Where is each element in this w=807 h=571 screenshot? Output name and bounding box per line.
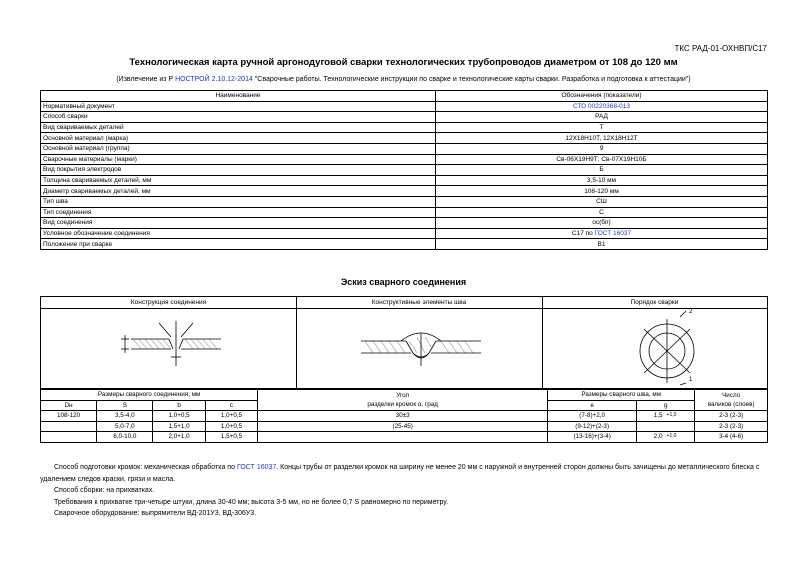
- parameter-value: 3,5-10 мм: [586, 177, 617, 185]
- cell-e: (7-8)+2,0: [548, 411, 637, 422]
- cell-s: 8,0-10,0: [97, 432, 153, 443]
- cell-b: 1,0+0,5: [153, 411, 205, 422]
- cell-count: 3-4 (4-6): [695, 432, 768, 443]
- header-name: Наименование: [41, 91, 436, 102]
- parameter-name: Способ сварки: [41, 112, 436, 123]
- construction-header: Конструкция соединения: [41, 297, 296, 309]
- parameter-name: Вид свариваемых деталей: [41, 122, 436, 133]
- document-code: ТКС РАД-01-ОХНВП/С17: [674, 44, 767, 53]
- parameter-value-cell: [436, 196, 768, 207]
- parameter-value: ос(бп): [592, 219, 611, 227]
- parameter-row: [41, 122, 768, 133]
- parameter-value: Т: [599, 124, 604, 132]
- note-edge-prep-b: . Концы трубы от разделки кромок на ширину не менее 20 мм с наружной и внутренней сторон должны быть зачищены до металлического блеска с удалением следов краски, грязи и масла.: [40, 464, 760, 483]
- parameter-row: [41, 186, 768, 197]
- parameter-value: Св-06Х19Н9Т; Св-07Х19Н10Б: [556, 155, 647, 163]
- sketch-panel: [40, 296, 768, 389]
- sub-dn: Dн: [41, 400, 97, 411]
- order-header: Порядок сварки: [542, 297, 767, 309]
- parameter-name: Толщина свариваемых деталей, мм: [41, 175, 436, 186]
- subtitle-suffix: "Сварочные работы. Технологические инструкции по сварке и технологические карты сварки. Разработка и подготовка к аттестации"): [252, 76, 691, 83]
- cell-dn: [41, 421, 97, 432]
- parameter-name: Тип соединения: [41, 207, 436, 218]
- parameter-value-cell: [436, 175, 768, 186]
- parameter-value-cell: [436, 143, 768, 154]
- parameter-value-cell: [436, 154, 768, 165]
- order-column: [542, 297, 767, 388]
- parameter-name: Основной материал (группа): [41, 143, 436, 154]
- parameter-row: [41, 143, 768, 154]
- parameter-value-prefix: С17 по: [571, 230, 595, 238]
- cell-g: 1,5: [637, 411, 665, 422]
- elements-column: [296, 297, 543, 388]
- weld-elements-drawing: [351, 311, 491, 387]
- cell-g-tol: +1,0: [665, 432, 695, 443]
- cell-b: 1,5+1,0: [153, 421, 205, 432]
- parameter-row: [41, 196, 768, 207]
- cell-e: (13-16)+(3-4): [548, 432, 637, 443]
- order-label-2: 2: [689, 309, 693, 315]
- parameter-value-cell: [436, 165, 768, 176]
- cell-g-tol: +1,0: [665, 411, 695, 422]
- parameter-value-cell: [436, 101, 768, 112]
- dimensions-row: [41, 432, 768, 443]
- parameter-name: Условное обозначение соединения: [41, 228, 436, 239]
- gost-16037-link[interactable]: ГОСТ 16037: [236, 464, 277, 471]
- cell-c: 1,5+0,5: [205, 432, 257, 443]
- parameter-row: [41, 112, 768, 123]
- parameter-value-cell: [436, 228, 768, 239]
- sub-b: b: [153, 400, 205, 411]
- parameter-value-link[interactable]: ГОСТ 16037: [594, 230, 632, 238]
- parameters-header-row: [41, 91, 768, 102]
- sub-e: e: [548, 400, 637, 411]
- cell-count: 2-3 (2-3): [695, 411, 768, 422]
- parameter-value-cell: [436, 112, 768, 123]
- nostroy-link[interactable]: НОСТРОЙ 2.10.12-2014: [175, 76, 253, 83]
- cell-g: 2,0: [637, 432, 665, 443]
- parameter-value: СШ: [596, 198, 607, 206]
- cell-dn: [41, 432, 97, 443]
- parameter-row: [41, 239, 768, 250]
- cell-dn: 108-120: [41, 411, 97, 422]
- sub-g: g: [637, 400, 695, 411]
- elements-header: Конструктивные элементы шва: [296, 297, 542, 309]
- cell-s: 5,0-7,0: [97, 421, 153, 432]
- header-count-label: Число: [722, 392, 741, 399]
- parameter-value-link[interactable]: СТО 00220368-013: [573, 102, 630, 110]
- parameter-value-cell: [436, 218, 768, 229]
- parameter-name: Сварочные материалы (марки): [41, 154, 436, 165]
- parameter-name: Положение при сварке: [41, 239, 436, 250]
- parameter-row: [41, 101, 768, 112]
- header-joint-dims: Размеры сварного соединения, мм: [41, 390, 258, 401]
- parameter-value: Б: [599, 166, 604, 174]
- cell-angle: [258, 432, 548, 443]
- parameter-value: 12Х18Н10Т, 12Х18Н12Т: [565, 134, 638, 142]
- cell-e: (9-12)+(2-3): [548, 421, 637, 432]
- parameter-value: С: [599, 208, 604, 216]
- parameter-name: Тип шва: [41, 196, 436, 207]
- subtitle-prefix: (Извлечение из Р: [116, 76, 176, 83]
- parameter-row: [41, 133, 768, 144]
- parameter-value-cell: [436, 186, 768, 197]
- header-angle: [258, 390, 548, 411]
- parameter-value-cell: [436, 207, 768, 218]
- header-count: [695, 390, 768, 411]
- welding-order-drawing: [622, 309, 712, 389]
- parameter-row: [41, 175, 768, 186]
- dimensions-table: [40, 389, 768, 443]
- cell-b: 2,0+1,0: [153, 432, 205, 443]
- header-value: Обозначения (показатели): [436, 91, 768, 102]
- parameter-row: [41, 218, 768, 229]
- cell-count: 2-3 (2-3): [695, 421, 768, 432]
- parameter-value-cell: [436, 133, 768, 144]
- parameter-value: 108-120 мм: [584, 187, 619, 195]
- cell-angle: (25-45): [258, 421, 548, 432]
- parameter-name: Нормативный документ: [41, 101, 436, 112]
- header-angle-label-2: разделки кромок α, град: [367, 401, 438, 408]
- dimensions-row: [41, 421, 768, 432]
- header-count-label-2: валиков (слоев): [707, 401, 755, 408]
- cell-s: 3,5-4,0: [97, 411, 153, 422]
- parameter-row: [41, 207, 768, 218]
- sketch-title: Эскиз сварного соединения: [340, 277, 467, 287]
- order-label-1: 1: [689, 377, 693, 383]
- note-tacks: Требования к прихватке три-четыре штуки, длина 30-40 мм; высота 3-5 мм, но не более 0,7 S равномерно по периметру.: [54, 498, 449, 506]
- page-title: Технологическая карта ручной аргонодуговой сварки технологических трубопроводов диаметром от 108 до 120 мм: [129, 57, 678, 68]
- page-subtitle: [0, 76, 807, 83]
- note-assembly: Способ сборки: на прихватках.: [54, 487, 155, 494]
- parameter-name: Вид соединения: [41, 218, 436, 229]
- parameter-row: [41, 228, 768, 239]
- parameter-value-cell: [436, 239, 768, 250]
- parameter-name: Основной материал (марка): [41, 133, 436, 144]
- cell-g: [637, 421, 665, 432]
- header-seam-dims: Размеры сварного шва, мм: [548, 390, 695, 401]
- parameter-name: Диаметр свариваемых деталей, мм: [41, 186, 436, 197]
- parameter-row: [41, 165, 768, 176]
- cell-angle: 30±3: [258, 411, 548, 422]
- sub-c: c: [205, 400, 257, 411]
- parameter-name: Вид покрытия электродов: [41, 165, 436, 176]
- parameter-value: В1: [597, 240, 606, 248]
- cell-g-tol: [665, 421, 695, 432]
- note-edge-prep: [40, 462, 768, 485]
- parameter-value: РАД: [595, 113, 608, 121]
- dimensions-header-row: [41, 390, 768, 401]
- header-angle-label: Угол: [396, 392, 410, 399]
- cell-c: 1,0+0,5: [205, 411, 257, 422]
- parameter-value: 9: [599, 145, 604, 153]
- parameter-row: [41, 154, 768, 165]
- construction-column: [41, 297, 297, 388]
- note-equipment: Сварочное оборудование: выпрямители ВД-201У3, ВД-306У3.: [54, 510, 257, 517]
- parameter-value-cell: [436, 122, 768, 133]
- sub-s: S: [97, 400, 153, 411]
- joint-construction-drawing: [111, 311, 251, 387]
- dimensions-row: [41, 411, 768, 422]
- parameters-table: [40, 90, 768, 250]
- cell-c: 1,0+0,5: [205, 421, 257, 432]
- notes-section: [40, 462, 768, 520]
- note-edge-prep-a: Способ подготовки кромок: механическая обработка по: [54, 464, 237, 471]
